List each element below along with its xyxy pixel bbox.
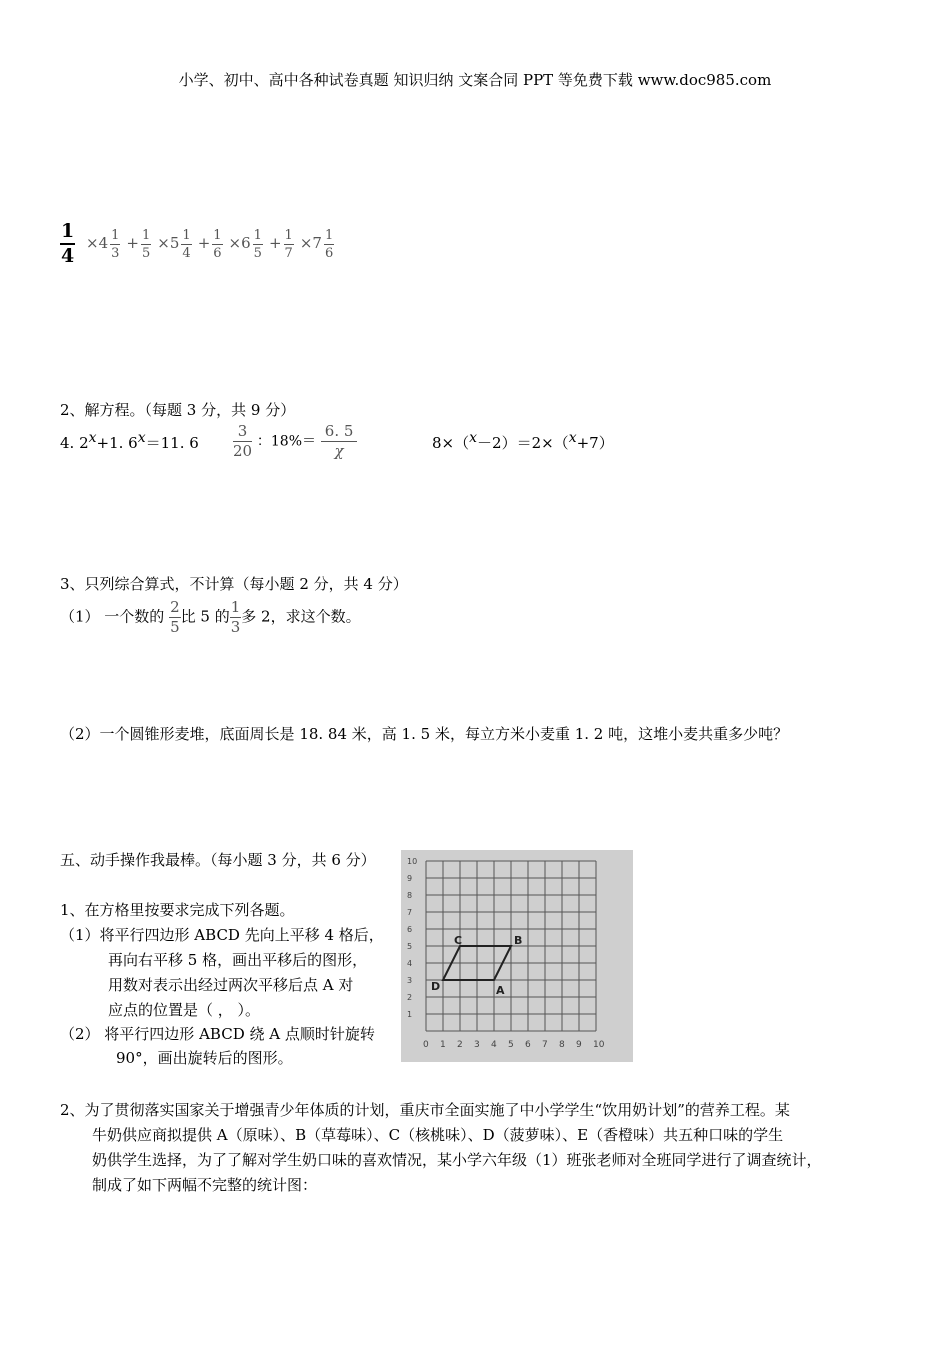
grid-task-2-line2: 90°，画出旋转后的图形。	[116, 1049, 293, 1067]
x-tick-label: 5	[508, 1040, 514, 1050]
calc-fraction: $\frac{1}{5}$	[253, 227, 262, 261]
grid-task-2-line1: （2） 将平行四边形 ABCD 绕 A 点顺时针旋转	[60, 1025, 375, 1043]
y-tick-label: 9	[407, 874, 413, 883]
calc-operator: +	[268, 234, 282, 252]
point-label-b: B	[514, 934, 523, 947]
point-label-c: C	[454, 934, 463, 947]
x-tick-label: 10	[593, 1040, 605, 1050]
grid-task-1-line2: 再向右平移 5 格，画出平移后的图形，	[108, 951, 368, 969]
calc-fraction: $\frac{1}{3}$	[111, 227, 120, 261]
y-tick-label: 5	[407, 942, 413, 951]
y-tick-label: 2	[407, 993, 413, 1002]
formula-title: 3、只列综合算式，不计算（每小题 2 分，共 4 分）	[60, 575, 408, 593]
calc-fraction: $\frac{1}{4}$	[182, 227, 191, 261]
calc-operator: ×5	[157, 234, 180, 252]
x-tick-label: 4	[491, 1040, 497, 1050]
y-tick-label: 8	[407, 891, 413, 900]
page-header: 小学、初中、高中各种试卷真题 知识归纳 文案合同 PPT 等免费下载 www.doc985.com	[178, 71, 772, 89]
formula-question-2: （2）一个圆锥形麦堆，底面周长是 18. 84 米，高 1. 5 米，每立方米小麦重 1. 2 吨，这堆小麦共重多少吨？	[60, 725, 789, 743]
calc-fraction: $\frac{1}{7}$	[284, 227, 293, 261]
calc-fraction: $\frac{1}{6}$	[324, 227, 334, 261]
y-tick-label: 3	[407, 976, 413, 985]
point-label-d: D	[431, 980, 441, 993]
coordinate-grid-image	[401, 850, 633, 1062]
section-five-title: 五、动手操作我最棒。（每小题 3 分，共 6 分）	[60, 851, 376, 869]
x-tick-label: 8	[559, 1040, 565, 1050]
eq2-fraction-left: $\frac{3}{20}$	[233, 422, 253, 460]
calc-expression	[60, 222, 334, 266]
y-tick-label: 1	[407, 1010, 413, 1019]
calc-operator: +	[197, 234, 211, 252]
y-tick-label: 6	[407, 925, 413, 934]
point-label-a: A	[496, 984, 505, 997]
x-tick-label: 6	[525, 1040, 531, 1050]
equation-2: $\frac{3}{20}$ ：18%＝ $\frac{6. 5}{\chi}$	[233, 424, 357, 459]
equation-1: 4. 2x+1. 6x＝11. 6	[60, 430, 199, 452]
q1-fraction-b: $\frac{1}{3}$	[230, 598, 241, 636]
x-tick-label: 0	[423, 1040, 429, 1050]
calc-fraction: $\frac{1}{5}$	[142, 227, 151, 261]
milk-question-line4: 制成了如下两幅不完整的统计图：	[92, 1176, 318, 1194]
calc-terms	[80, 227, 334, 261]
coordinate-grid	[401, 850, 633, 1062]
calc-operator: ×7	[299, 234, 322, 252]
calc-operator: ×4	[86, 234, 109, 252]
equations-title: 2、解方程。（每题 3 分，共 9 分）	[60, 401, 296, 419]
milk-question-line3: 奶供学生选择，为了了解对学生奶口味的喜欢情况，某小学六年级（1）班张老师对全班同学进行了调查统计，	[92, 1151, 822, 1169]
grid-task-title: 1、在方格里按要求完成下列各题。	[60, 901, 295, 919]
calc-operator: +	[126, 234, 139, 252]
q1-fraction-a: $\frac{2}{5}$	[170, 598, 180, 636]
y-tick-label: 7	[407, 908, 413, 917]
x-tick-label: 7	[542, 1040, 548, 1050]
grid-task-1-line1: （1）将平行四边形 ABCD 先向上平移 4 格后，	[60, 926, 384, 944]
calc-operator: ×6	[228, 234, 251, 252]
y-tick-label: 10	[407, 857, 418, 866]
milk-question-line2: 牛奶供应商拟提供 A（原味）、B（草莓味）、C（核桃味）、D（菠萝味）、E（香橙味）共五种口味的学生	[92, 1126, 784, 1144]
grid-task-1-line3: 用数对表示出经过两次平移后点 A 对	[108, 976, 354, 994]
x-tick-label: 3	[474, 1040, 480, 1050]
x-tick-label: 1	[440, 1040, 446, 1050]
calc-fraction: $\frac{1}{6}$	[213, 227, 222, 261]
x-tick-label: 2	[457, 1040, 463, 1050]
equation-3: 8×（x－2）＝2×（x+7）	[432, 430, 614, 452]
lead-fraction: $\frac{1}{4}$	[61, 220, 75, 267]
y-tick-label: 4	[407, 959, 413, 968]
milk-question-line1: 2、为了贯彻落实国家关于增强青少年体质的计划，重庆市全面实施了中小学学生“饮用奶计划”的营养工程。某	[60, 1101, 790, 1119]
x-tick-label: 9	[576, 1040, 582, 1050]
grid-task-1-line4: 应点的位置是（ ， ）。	[108, 1001, 261, 1019]
formula-question-1: （1） 一个数的 $\frac{2}{5}$ 比 5 的 $\frac{1}{3}$ 多 2，求这个数。	[60, 598, 361, 636]
eq2-fraction-right: $\frac{6. 5}{\chi}$	[321, 424, 358, 459]
